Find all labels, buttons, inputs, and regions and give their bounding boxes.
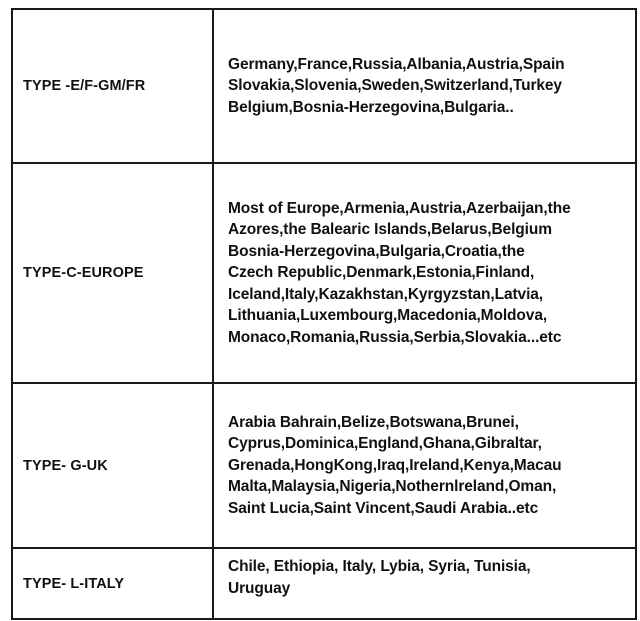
plug-type-table bbox=[11, 8, 637, 620]
plug-type-label: TYPE -E/F-GM/FR bbox=[12, 9, 213, 163]
table-row bbox=[12, 9, 636, 163]
country-list-line: Czech Republic,Denmark,Estonia,Finland, bbox=[228, 264, 535, 282]
table-row bbox=[12, 548, 636, 619]
table-row bbox=[12, 383, 636, 548]
country-list bbox=[213, 9, 636, 163]
plug-type-label: TYPE- G-UK bbox=[12, 383, 213, 548]
country-list-line: Arabia Bahrain,Belize,Botswana,Brunei, bbox=[228, 413, 519, 431]
country-list-line: Saint Lucia,Saint Vincent,Saudi Arabia..etc bbox=[228, 499, 539, 517]
country-list-line: Bosnia-Herzegovina,Bulgaria,Croatia,the bbox=[228, 242, 525, 260]
country-list-line: Chile, Ethiopia, Italy, Lybia, Syria, Tunisia, bbox=[228, 558, 531, 575]
table-row bbox=[12, 163, 636, 383]
country-list-line: Monaco,Romania,Russia,Serbia,Slovakia...etc bbox=[228, 328, 562, 346]
country-list-line: Slovakia,Slovenia,Sweden,Switzerland,Turkey bbox=[228, 77, 562, 95]
country-list-line: Lithuania,Luxembourg,Macedonia,Moldova, bbox=[228, 307, 548, 325]
country-list bbox=[213, 548, 636, 619]
plug-type-label: TYPE- L-ITALY bbox=[12, 548, 213, 619]
country-list bbox=[213, 383, 636, 548]
country-list-line: Cyprus,Dominica,England,Ghana,Gibraltar, bbox=[228, 435, 542, 453]
country-list-line: Germany,France,Russia,Albania,Austria,Spain bbox=[228, 55, 565, 73]
country-list-line: Iceland,Italy,Kazakhstan,Kyrgyzstan,Latvia, bbox=[228, 285, 544, 303]
country-list-line: Most of Europe,Armenia,Austria,Azerbaijan,the bbox=[228, 199, 571, 217]
country-list-line: Malta,Malaysia,Nigeria,Nothernlreland,Oman, bbox=[228, 478, 557, 496]
country-list-line: Grenada,HongKong,Iraq,Ireland,Kenya,Macau bbox=[228, 456, 562, 474]
country-list-line: Belgium,Bosnia-Herzegovina,Bulgaria.. bbox=[228, 98, 514, 116]
country-list bbox=[213, 163, 636, 383]
plug-type-label: TYPE-C-EUROPE bbox=[12, 163, 213, 383]
country-list-line: Uruguay bbox=[228, 579, 291, 597]
country-list-line: Azores,the Balearic Islands,Belarus,Belgium bbox=[228, 221, 552, 239]
